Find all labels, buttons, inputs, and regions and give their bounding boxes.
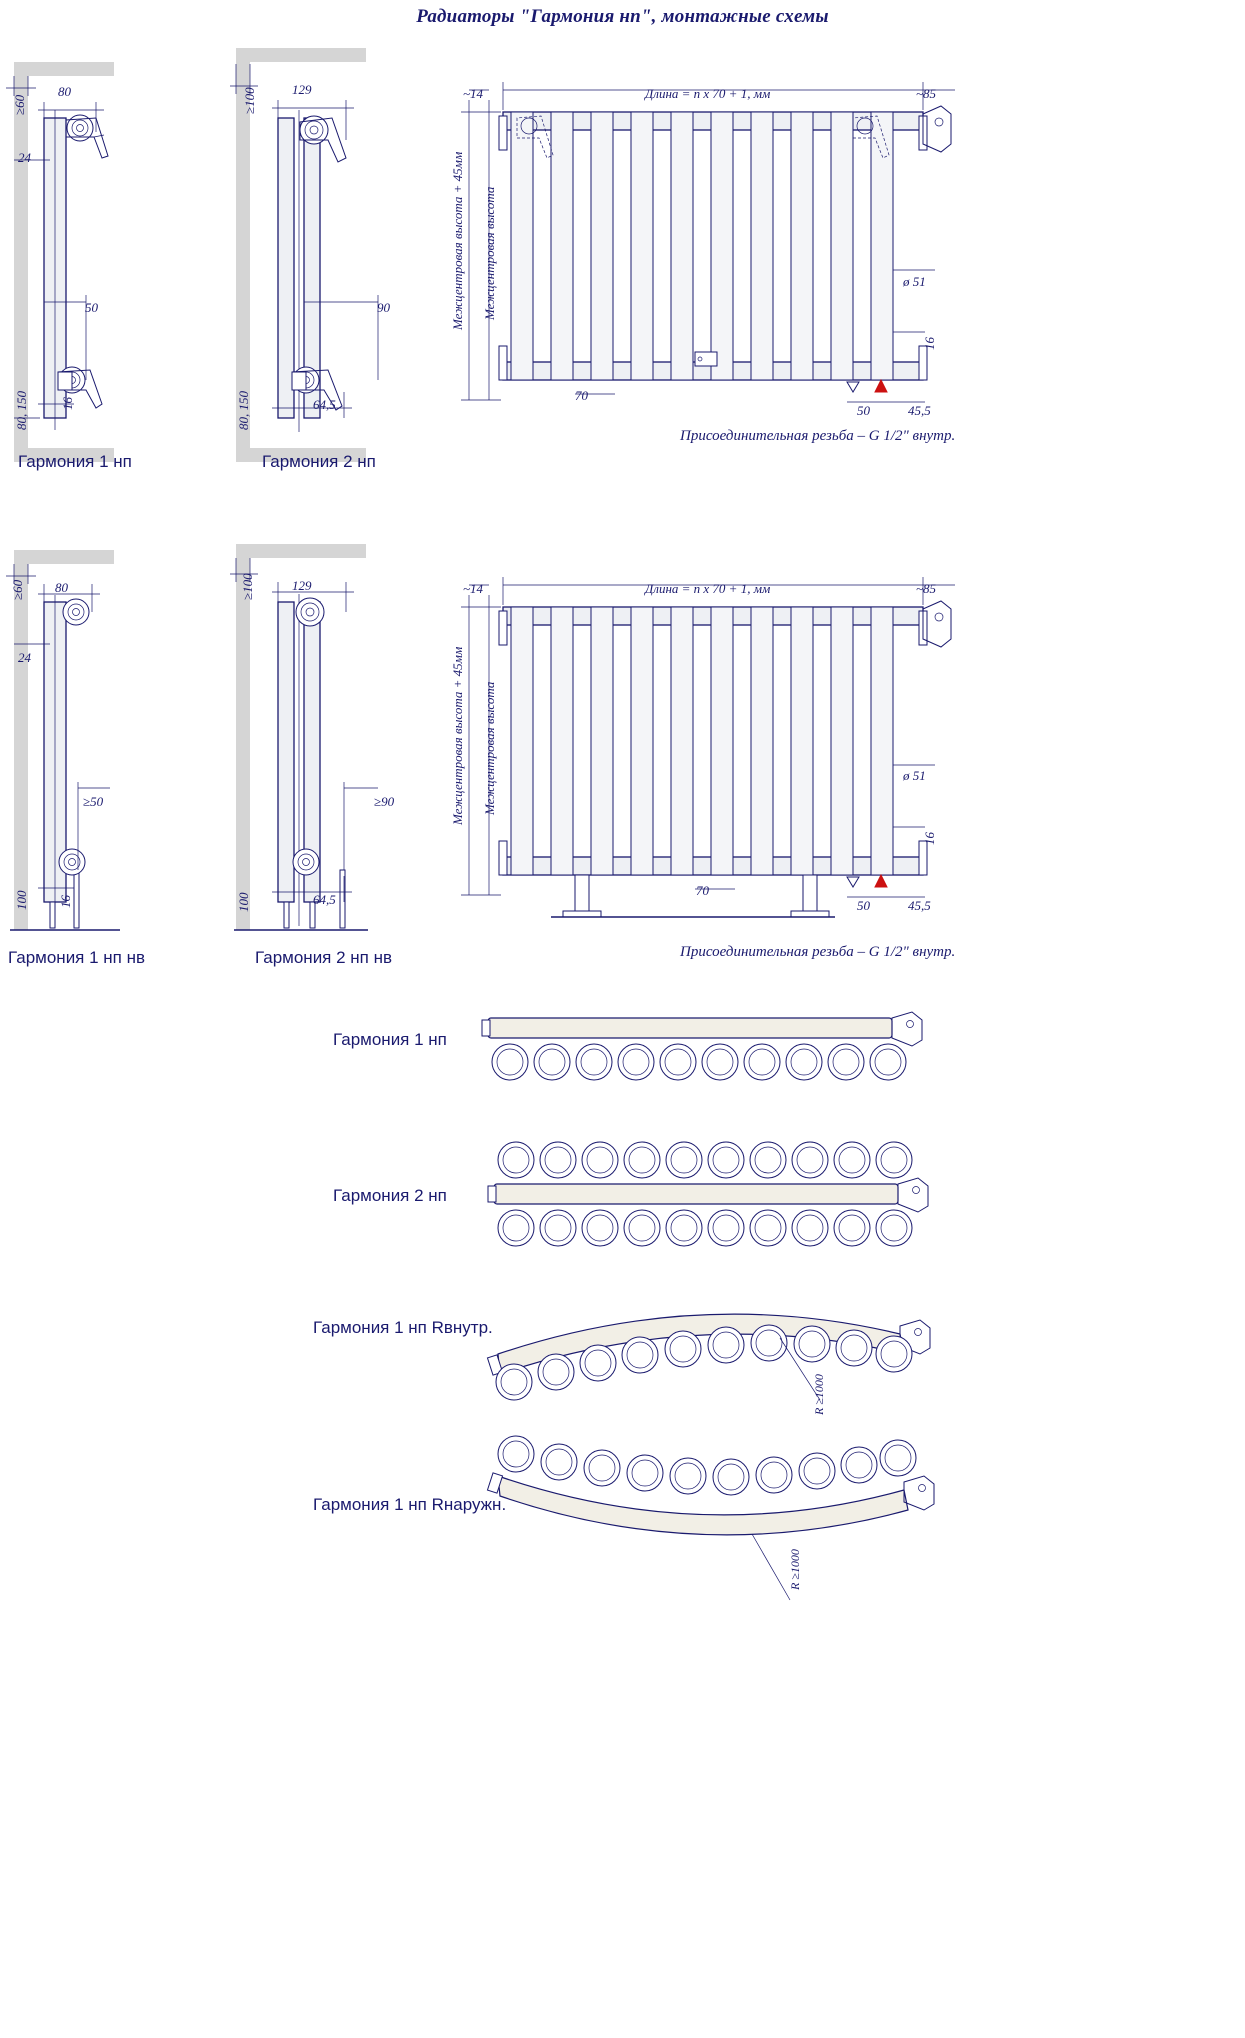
caption-harmony1: Гармония 1 нп — [18, 452, 132, 471]
dim-d-50: ≥50 — [83, 794, 104, 809]
label-f-height-plus45: Межцентровая высота + 45мм — [450, 646, 465, 825]
dim-b-100: ≥100 — [242, 87, 257, 114]
dim-f-85: ~85 — [916, 581, 937, 596]
dim-e-90: ≥90 — [374, 794, 395, 809]
view-front-elevation — [455, 70, 975, 470]
dim-c-455: 45,5 — [908, 403, 931, 418]
caption-plan-r-inner: Гармония 1 нп Rвнутр. — [313, 1318, 493, 1337]
note-thread-1: Присоединительная резьба – G 1/2" внутр. — [680, 428, 956, 444]
dim-f-50: 50 — [857, 898, 870, 913]
view-harmony1-nv-side — [0, 540, 220, 940]
view-harmony2-side — [228, 40, 458, 460]
dim-radius-inner: R ≥1000 — [812, 1374, 826, 1415]
caption-plan-harmony1: Гармония 1 нп — [333, 1030, 447, 1049]
caption-harmony2-nv: Гармония 2 нп нв — [255, 948, 393, 967]
dim-c-16: 16 — [922, 337, 937, 350]
caption-plan-r-outer: Гармония 1 нп Rнаружн. — [313, 1495, 507, 1514]
dim-b-645: 64,5 — [313, 397, 336, 412]
view-harmony2-nv-side — [228, 540, 458, 940]
caption-plan-harmony2: Гармония 2 нп — [333, 1186, 447, 1205]
dim-b-80-150: 80, 150 — [236, 391, 251, 430]
dim-d-80: 80 — [55, 580, 68, 595]
plan-harmony2 — [480, 1128, 940, 1268]
dim-a-60: ≥60 — [12, 94, 27, 115]
page-title: Радиаторы "Гармония нп", монтажные схемы — [416, 6, 829, 27]
dim-c-85: ~85 — [916, 86, 937, 101]
label-c-height-plus45: Межцентровая высота + 45мм — [450, 151, 465, 330]
dim-a-80-150: 80, 150 — [14, 391, 29, 430]
view-front-elevation-nv — [455, 565, 975, 965]
dim-e-100: ≥100 — [240, 573, 255, 600]
dim-c-14: ~14 — [463, 86, 484, 101]
label-f-height: Межцентровая высота — [482, 681, 497, 815]
dim-c-d51: ø 51 — [903, 274, 926, 289]
dim-b-129: 129 — [292, 82, 312, 97]
dim-d-100: 100 — [14, 890, 29, 910]
dim-a-50: 50 — [85, 300, 98, 315]
dim-radius-outer: R ≥1000 — [788, 1549, 802, 1590]
dim-c-70: 70 — [575, 388, 588, 403]
dim-f-70: 70 — [696, 883, 709, 898]
dim-a-16: 16 — [60, 397, 75, 410]
dim-e-645: 64,5 — [313, 892, 336, 907]
dim-b-90: 90 — [377, 300, 390, 315]
dim-d-24: 24 — [18, 650, 31, 665]
dim-f-14: ~14 — [463, 581, 484, 596]
dim-f-455: 45,5 — [908, 898, 931, 913]
plan-harmony1-r-outer — [480, 1430, 940, 1570]
dim-f-16: 16 — [922, 832, 937, 845]
note-thread-2: Присоединительная резьба – G 1/2" внутр. — [680, 944, 956, 960]
caption-harmony2: Гармония 2 нп — [262, 452, 376, 471]
view-harmony1-side — [0, 40, 220, 460]
dim-a-24: 24 — [18, 150, 31, 165]
dim-c-50: 50 — [857, 403, 870, 418]
label-c-height: Межцентровая высота — [482, 186, 497, 320]
caption-harmony1-nv: Гармония 1 нп нв — [8, 948, 146, 967]
plan-harmony1 — [480, 1008, 940, 1128]
dim-c-length: Длина = n x 70 + 1, мм — [645, 86, 771, 101]
dim-d-60: ≥60 — [10, 579, 25, 600]
plan-harmony1-r-inner — [480, 1280, 940, 1420]
dim-a-80: 80 — [58, 84, 71, 99]
dim-f-d51: ø 51 — [903, 768, 926, 783]
dim-e-129: 129 — [292, 578, 312, 593]
dim-f-length: Длина = n x 70 + 1, мм — [645, 581, 771, 596]
dim-e-100b: 100 — [236, 892, 251, 912]
dim-d-16: 16 — [58, 895, 73, 908]
